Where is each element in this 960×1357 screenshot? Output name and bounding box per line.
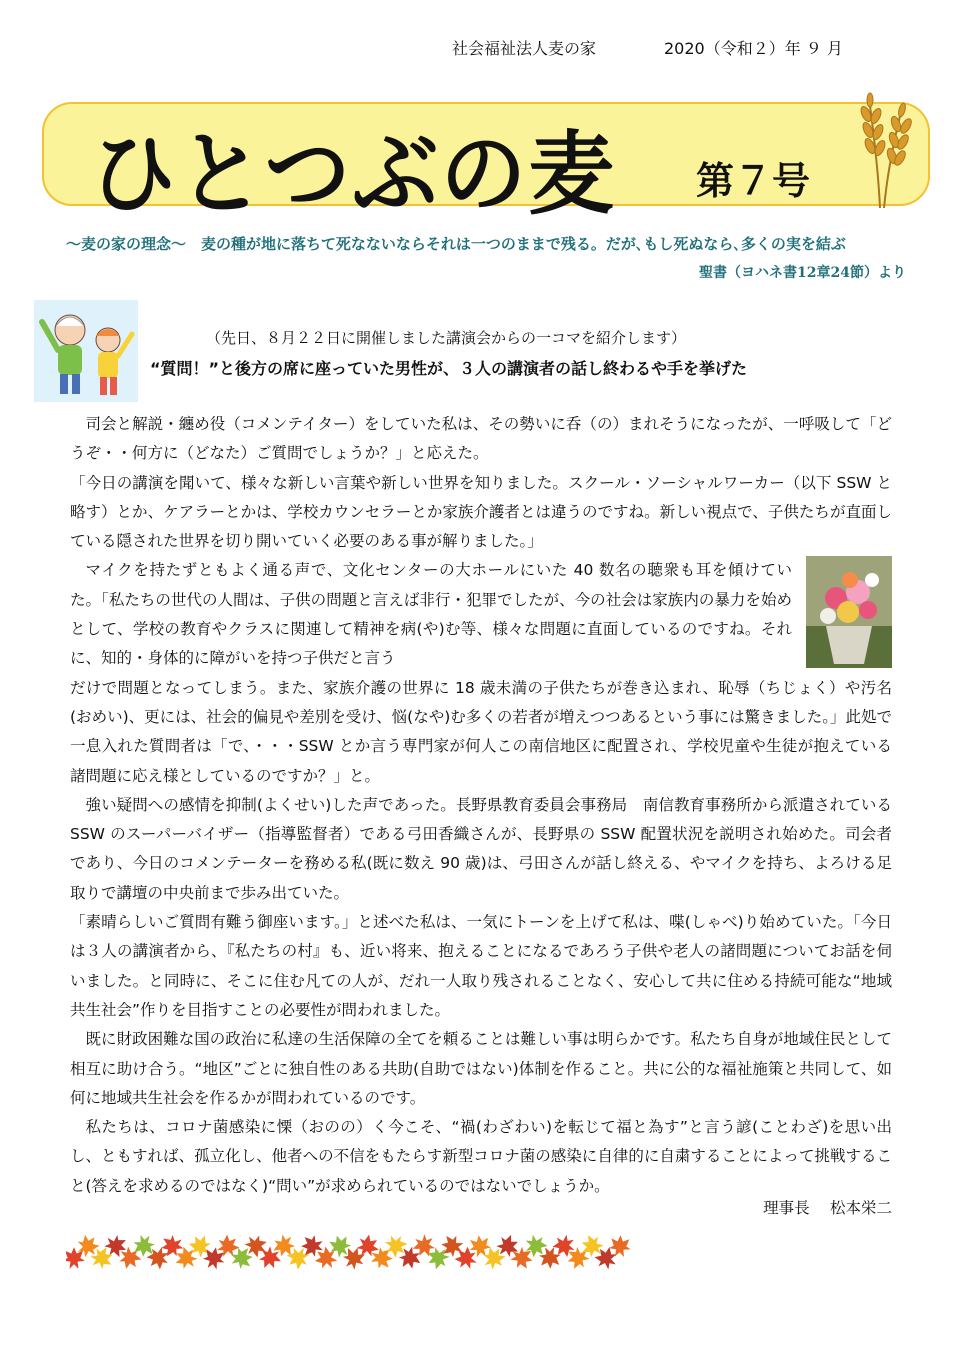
paragraph: 司会と解説・纏め役（コメンテイター）をしていた私は、その勢いに呑（の）まれそうになったが、一呼吸して「どうぞ・・何方に（どなた）ご質問でしょうか？」と応えた。: [70, 415, 892, 463]
article-intro: （先日、８月２２日に開催しました講演会からの一コマを紹介します）: [206, 329, 687, 347]
maple-leaf-icon: [132, 1234, 155, 1257]
paragraph: マイクを持たずともよく通る声で、文化センターの大ホールにいた 40 数名の聴衆も耳を傾けていた。「私たちの世代の人間は、子供の問題と言えば非行・犯罪でしたが、今の社会は家族内の暴力を始めとして、学校の教育やクラスに関連して精神を病(や)む等、様々な問題に直面しているのですね。それに、知的・身体的に障がいを持つ子供だと言う: [70, 561, 792, 668]
issue-number: 第７号: [696, 159, 811, 203]
paragraph: 私たちは、コロナ菌感染に慄（おのの）く今こそ、“禍(わざわい)を転じて福と為す”と言う諺(ことわざ)を思い出し、ともすれば、孤立化し、他者への不信をもたらす新型コロナ菌の感染に自律的に自粛することによって挑戦すること(答えを求めるのではなく)“問い”が求められているのではないでしょうか。: [70, 1118, 892, 1195]
maple-leaf-icon: [539, 1247, 561, 1269]
paragraph: 強い疑問への感情を抑制(よくせい)した声であった。長野県教育委員会事務局 南信教育事務所から派遣されている SSW のスーパーバイザー（指導監督者）である弓田香織さんが、長野県の SSW 配置状況を説明され始めた。司会者であり、今日のコメンテーターを務める私(既に数え 90 歳)は、弓田さんが話し終える、やマイクを持ち、よろける足取りで講壇の中央前まで歩み出ていた。: [70, 795, 892, 902]
article-headline: “質問！”と後方の席に座っていた男性が、３人の講演者の話し終わるや手を挙げた: [150, 359, 748, 378]
article-body: [70, 410, 892, 1201]
paragraph: だけで問題となってしまう。また、家族介護の世界に 18 歳未満の子供たちが巻き込まれ、恥辱（ちじょく）や汚名(おめい)、更には、社会的偏見や差別を受け、悩(なや)む多くの若者が増えつつあるという事には驚きました。」此処で一息入れた質問者は「で、・・・SSW とか言う専門家が何人この南信地区に配置され、学校児童や生徒が抱えている諸問題に応え様としているのですか？」と。: [70, 678, 892, 785]
autumn-leaves-border: [66, 1226, 638, 1276]
paragraph: 既に財政困難な国の政治に私達の生活保障の全てを頼ることは難しい事は明らかです。私たち自身が地域住民として相互に助け合う。“地区”ごとに独自性のある共助(自助ではない)体制を作ること。共に公的な福祉施策と共同して、如何に地域共生社会を作るかが問われているのです。: [70, 1030, 892, 1107]
organization-name: 社会福祉法人麦の家: [452, 39, 597, 58]
author-signature: 理事長 松本栄二: [763, 1199, 892, 1217]
paragraph: 「素晴らしいご質問有難う御座います。」と述べた私は、一気にトーンを上げて私は、喋(しゃべ)り始めていた。「今日は３人の講演者から、『私たちの村』も、近い将来、抱えることになるであろう子供や老人の諸問題についてお話を伺いました。と同時に、そこに住む凡ての人が、だれ一人取り残されることなく、安心して共に住める持続可能な“地域共生社会”作りを目指すことの必要性が問われました。: [70, 913, 892, 1019]
philosophy-motto: ～麦の家の理念～ 麦の種が地に落ちて死なないならそれは一つのままで残る。だが､もし死ぬなら､多くの実を結ぶ: [66, 235, 846, 253]
maple-leaf-icon: [609, 1235, 632, 1258]
elderly-couple-illustration: [34, 300, 138, 402]
newsletter-title: ひとつぶの麦: [90, 121, 617, 227]
wheat-icon: [840, 86, 920, 210]
paragraph: 「今日の講演を聞いて、様々な新しい言葉や新しい世界を知りました。スクール・ソーシャルワーカー（以下 SSW と略す）とか、ケアラーとかは、学校カウンセラーとか家族介護者とは違うのですね。新しい視点で、子供たちが直面している隠された世界を切り開いていく必要のある事が解りました。」: [70, 473, 892, 551]
issue-date: 2020（令和２）年 ９ 月: [664, 39, 843, 58]
motto-source: 聖書（ヨハネ書12章24節）より: [699, 265, 906, 281]
